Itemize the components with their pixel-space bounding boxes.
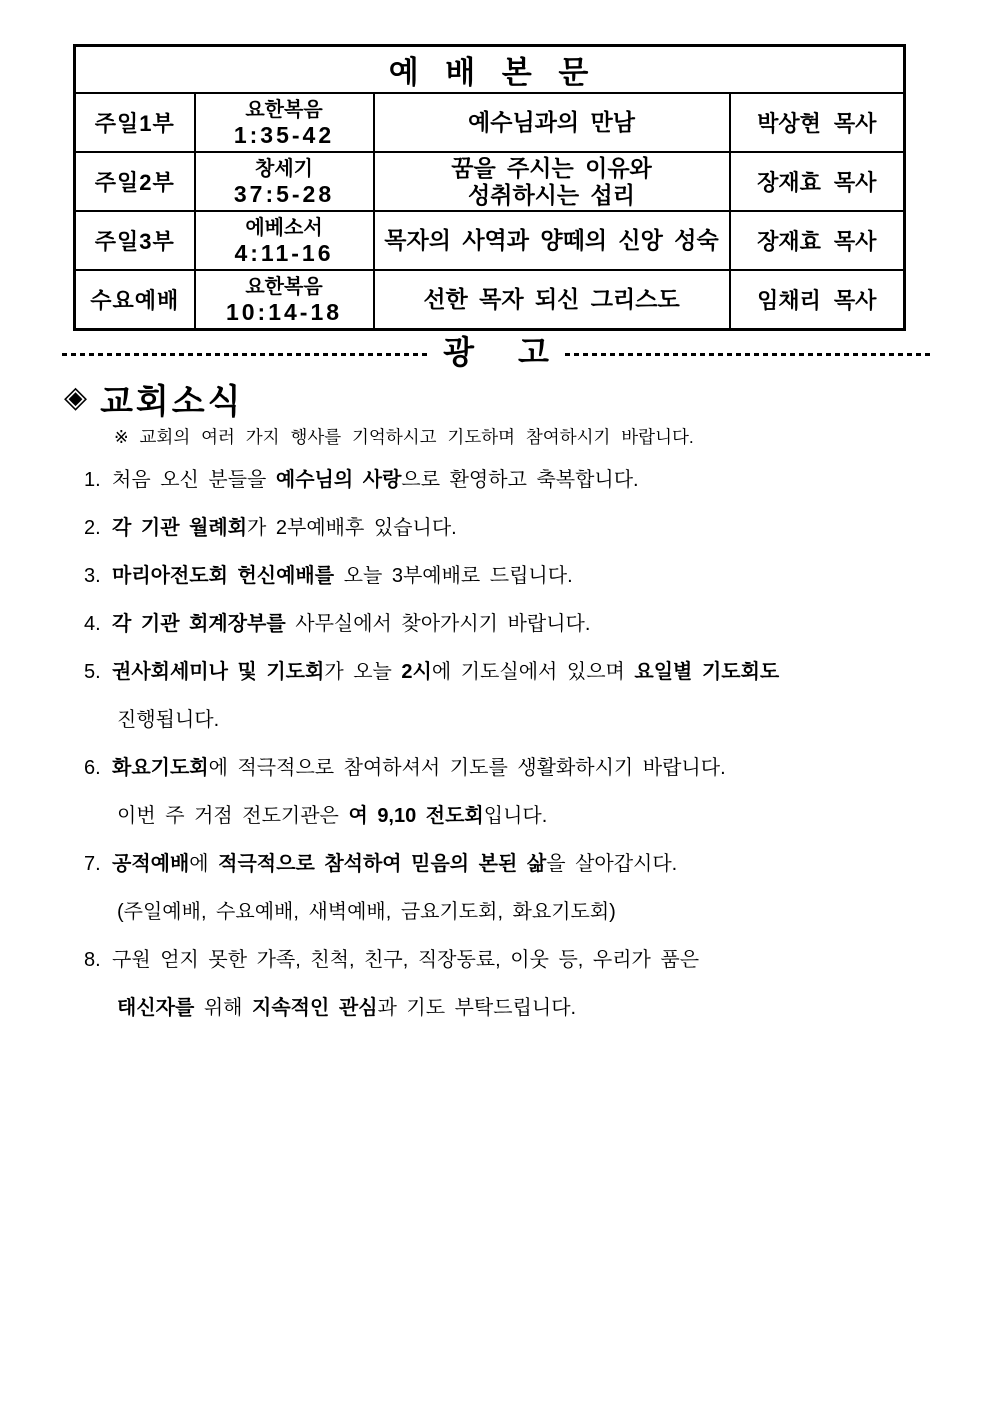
item-number: 7.: [84, 853, 101, 875]
text-run: 입니다.: [483, 805, 548, 827]
bold-text-run: 마리아전도회 헌신예배를: [112, 565, 335, 587]
service-name-cell: 주일3부: [75, 211, 195, 270]
church-news-note: ※ 교회의 여러 가지 행사를 기억하시고 기도하며 참여하시기 바랍니다.: [114, 427, 694, 447]
text-run: 에 적극적으로 참여하셔서 기도를 생활화하시기 바랍니다.: [208, 757, 726, 779]
item-number: 8.: [84, 949, 101, 971]
scripture-book: 요한복음: [245, 275, 323, 298]
text-run: 에: [189, 853, 219, 875]
bold-text-run: 지속적인 관심: [252, 997, 378, 1019]
announcement-item: [84, 510, 944, 558]
announcement-list: [84, 462, 944, 1038]
text-run: 과 기도 부탁드립니다.: [377, 997, 577, 1019]
text-run: 오늘 3부예배로 드립니다.: [334, 565, 573, 587]
announcement-line: [84, 654, 944, 702]
item-number: 3.: [84, 565, 101, 587]
sermon-title-cell: [374, 152, 730, 211]
text-run: 가 오늘: [324, 661, 402, 683]
scripture-verse: 10:14-18: [225, 298, 343, 325]
scripture-verse: 1:35-42: [233, 121, 335, 148]
scripture-book: 에베소서: [245, 216, 323, 239]
announcement-line: [84, 846, 944, 894]
text-run: 진행됩니다.: [117, 709, 220, 731]
announcements-divider-title: 광 고: [443, 334, 549, 370]
pastor-name-cell: 장재효 목사: [730, 211, 905, 270]
announcement-item: [84, 606, 944, 654]
announcement-line: [84, 606, 944, 654]
announcement-line-continued: [84, 702, 944, 750]
church-news-title: 교회소식: [100, 384, 244, 421]
bold-text-run: 권사회세미나 및 기도회: [112, 661, 325, 683]
table-title: 예 배 본 문: [75, 46, 905, 94]
divider-dash-right: [565, 353, 930, 356]
item-number: 6.: [84, 757, 101, 779]
pastor-name-cell: 임채리 목사: [730, 270, 905, 330]
text-run: 에 기도실에서 있으며: [431, 661, 635, 683]
bold-text-run: 2시: [401, 661, 432, 683]
scripture-table-row: [75, 152, 905, 211]
worship-scripture-table: [73, 44, 903, 331]
announcement-item: [84, 750, 944, 846]
text-run: (주일예배, 수요예배, 새벽예배, 금요기도회, 화요기도회): [117, 901, 616, 923]
sermon-title-line: 성취하시는 섭리: [468, 181, 635, 208]
bold-text-run: 각 기관 회계장부를: [112, 613, 286, 635]
divider-dash-left: [62, 353, 427, 356]
announcement-line: [84, 750, 944, 798]
scripture-book: 요한복음: [245, 98, 323, 121]
item-number: 2.: [84, 517, 101, 539]
announcement-line-continued: [84, 990, 944, 1038]
scripture-reference-cell: [195, 211, 374, 270]
text-run: 구원 얻지 못한 가족, 친척, 친구, 직장동료, 이웃 등, 우리가 품은: [112, 949, 700, 971]
scripture-table-row: [75, 211, 905, 270]
bold-text-run: 적극적으로 참석하여 믿음의 본된 삶: [218, 853, 547, 875]
service-name-cell: 수요예배: [75, 270, 195, 330]
pastor-name-cell: 장재효 목사: [730, 152, 905, 211]
sermon-title-cell: [374, 211, 730, 270]
church-news-header: [64, 374, 243, 423]
text-run: 을 살아갑시다.: [546, 853, 678, 875]
announcement-line-continued: [84, 798, 944, 846]
sermon-title-line: 목자의 사역과 양떼의 신앙 성숙: [384, 227, 719, 253]
text-run: 으로 환영하고 축복합니다.: [401, 469, 639, 491]
sermon-title-line: 예수님과의 만남: [468, 109, 635, 135]
item-number: 4.: [84, 613, 101, 635]
scripture-reference-cell: [195, 152, 374, 211]
sermon-title-cell: [374, 93, 730, 152]
pastor-name-cell: 박상현 목사: [730, 93, 905, 152]
scripture-table-title-row: [75, 46, 905, 94]
text-run: 이번 주 거점 전도기관은: [117, 805, 349, 827]
scripture-table: [73, 44, 906, 331]
sermon-title-line: 선한 목자 되신 그리스도: [423, 286, 680, 312]
bold-text-run: 공적예배: [112, 853, 190, 875]
announcement-item: [84, 462, 944, 510]
item-number: 1.: [84, 469, 101, 491]
announcements-divider: [62, 334, 930, 374]
item-number: 5.: [84, 661, 101, 683]
text-run: 처음 오신 분들을: [112, 469, 276, 491]
text-run: 위해: [194, 997, 253, 1019]
scripture-table-body: [75, 46, 905, 330]
announcement-line: [84, 462, 944, 510]
bold-text-run: 예수님의 사랑: [275, 469, 402, 491]
announcement-line-continued: [84, 894, 944, 942]
scripture-reference-cell: [195, 93, 374, 152]
sermon-title-line: 꿈을 주시는 이유와: [451, 154, 652, 181]
scripture-reference-cell: [195, 270, 374, 330]
announcement-item: [84, 846, 944, 942]
announcement-line: [84, 558, 944, 606]
bold-text-run: 태신자를: [117, 997, 195, 1019]
bold-text-run: 요일별 기도회도: [634, 661, 780, 683]
bold-text-run: 화요기도회: [112, 757, 209, 779]
text-run: 사무실에서 찾아가시기 바랍니다.: [285, 613, 591, 635]
bold-text-run: 각 기관 월례회: [112, 517, 248, 539]
service-name-cell: 주일2부: [75, 152, 195, 211]
text-run: 가 2부예배후 있습니다.: [247, 517, 457, 539]
scripture-verse: 37:5-28: [233, 180, 335, 207]
diamond-bullet-icon: ◈: [64, 381, 91, 414]
announcement-item: [84, 558, 944, 606]
announcement-line: [84, 510, 944, 558]
announcement-item: [84, 654, 944, 750]
scripture-book: 창세기: [255, 157, 313, 180]
scripture-table-row: [75, 270, 905, 330]
sermon-title-cell: [374, 270, 730, 330]
announcement-item: [84, 942, 944, 1038]
bold-text-run: 여 9,10 전도회: [348, 805, 484, 827]
service-name-cell: 주일1부: [75, 93, 195, 152]
announcement-line: [84, 942, 944, 990]
scripture-verse: 4:11-16: [234, 239, 334, 266]
scripture-table-row: [75, 93, 905, 152]
